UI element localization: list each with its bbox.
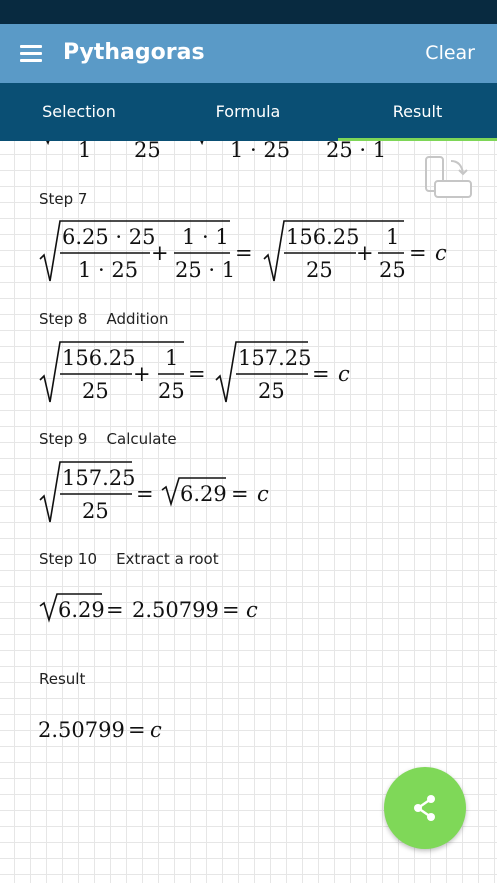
fraction-denominator: 25 · 1 [175, 258, 236, 282]
tab-bar [0, 83, 497, 141]
tab-selection[interactable]: Selection [42, 102, 116, 121]
fraction-numerator: 157.25 [62, 466, 136, 490]
fraction-denominator: 1 · 25 [78, 258, 139, 282]
partial-term: 25 · 1 [326, 141, 387, 162]
variable-c: c [435, 241, 447, 265]
step-9-label: Step 9 Calculate [39, 430, 177, 448]
step-9-expression [38, 456, 298, 526]
step-10-expression [38, 587, 298, 627]
fraction-numerator: 1 [386, 225, 400, 249]
fraction-numerator: 1 [165, 346, 179, 370]
clear-button[interactable]: Clear [425, 42, 475, 64]
step-7-expression [38, 215, 458, 285]
result-expression [38, 707, 198, 747]
fraction-numerator: 157.25 [238, 346, 312, 370]
root-value: 6.29 [180, 482, 227, 506]
svg-text:+: + [151, 241, 169, 265]
fraction-denominator: 25 [82, 379, 109, 403]
fraction-denominator: 25 [158, 379, 185, 403]
tab-result[interactable]: Result [392, 102, 443, 121]
app-bar [0, 24, 497, 83]
partial-term: 1 [78, 141, 92, 162]
fraction-numerator: 6.25 · 25 [62, 225, 156, 249]
fraction-numerator: 1 · 1 [182, 225, 229, 249]
variable-c: c [246, 598, 258, 622]
fraction-denominator: 25 [82, 499, 109, 523]
menu-icon[interactable] [20, 43, 44, 63]
svg-text:=: = [106, 598, 124, 622]
variable-c: c [257, 482, 269, 506]
svg-text:=: = [235, 241, 253, 265]
step-8-expression [38, 336, 378, 406]
partial-step-row [38, 141, 438, 165]
svg-text:=: = [128, 718, 146, 742]
svg-text:+: + [356, 241, 374, 265]
svg-text:=: = [231, 482, 249, 506]
step-7-label: Step 7 [39, 190, 88, 208]
variable-c: c [150, 718, 162, 742]
svg-text:=: = [188, 362, 206, 386]
partial-term: 1 · 25 [230, 141, 291, 162]
share-icon [411, 794, 439, 822]
svg-text:=: = [409, 241, 427, 265]
status-bar [0, 0, 497, 24]
fraction-numerator: 156.25 [286, 225, 360, 249]
tab-formula[interactable]: Formula [215, 102, 281, 121]
partial-term: 25 [134, 141, 161, 162]
fraction-denominator: 25 [258, 379, 285, 403]
result-label: Result [39, 670, 86, 688]
share-button[interactable] [384, 767, 466, 849]
svg-text:+: + [133, 362, 151, 386]
root-result: 2.50799 [132, 598, 219, 622]
root-value: 6.29 [58, 598, 105, 622]
fraction-numerator: 156.25 [62, 346, 136, 370]
result-value: 2.50799 [38, 718, 125, 742]
fraction-denominator: 25 [379, 258, 406, 282]
fraction-denominator: 25 [306, 258, 333, 282]
step-8-label: Step 8 Addition [39, 310, 169, 328]
step-10-label: Step 10 Extract a root [39, 550, 219, 568]
app-title: Pythagoras [63, 40, 205, 65]
rotate-screen-icon[interactable] [423, 155, 473, 205]
svg-text:=: = [136, 482, 154, 506]
svg-text:=: = [312, 362, 330, 386]
variable-c: c [338, 362, 350, 386]
svg-text:=: = [222, 598, 240, 622]
